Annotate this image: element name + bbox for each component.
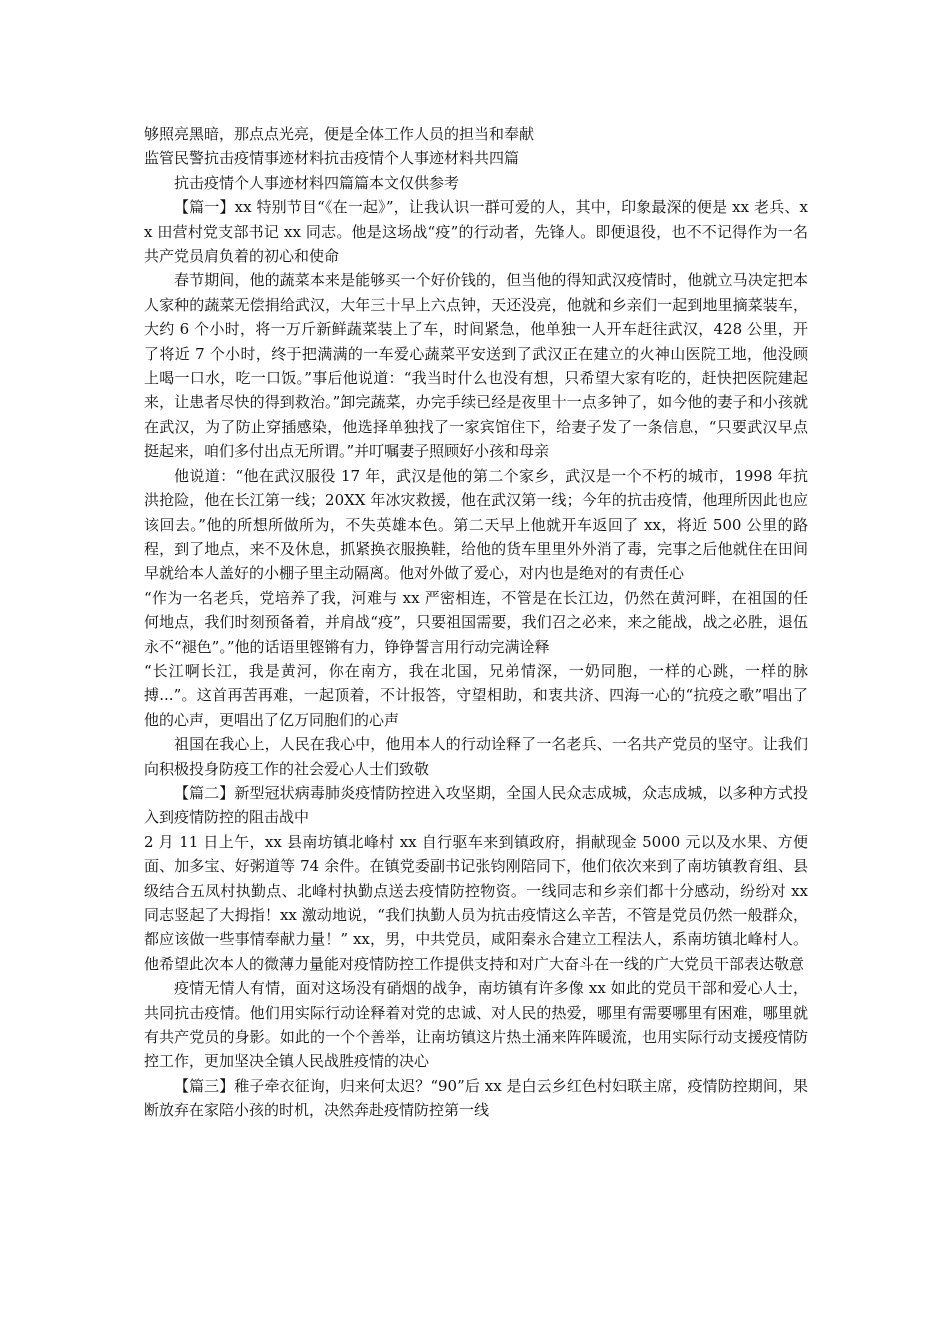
paragraph-donation: 2 月 11 日上午，xx 县南坊镇北峰村 xx 自行驱车来到镇政府，捐献现金 5000 元以及水果、方便面、加多宝、好粥道等 74 余件。在镇党委副书记张钧刚陪同下，他们依次来到了南坊镇教育组、县级结合五凤村执勤点、北峰村执勤点送去疫情防控物资。一线同志和乡亲们都十分感动，纷纷对 xx 同志竖起了大拇指！xx 激动地说，“我们执勤人员为抗击疫情这么辛苦，不管是党员仍然一般群众，都应该做一些事情奉献力量！” xx，男，中共党员，咸阳秦永合建立工程法人，系南坊镇北峰村人。他希望此次本人的微薄力量能对疫情防控工作提供支持和对广大奋斗在一线的广大党员干部表达敬意 (144, 832, 808, 973)
paragraph-part-three-intro: 【篇三】稚子牵衣征询，归来何太迟？“90”后 xx 是白云乡红色村妇联主席，疫情防控期间，果断放弃在家陪小孩的时机，决然奔赴疫情防控第一线 (144, 1076, 808, 1120)
document-subtitle: 抗击疫情个人事迹材料四篇篇本文仅供参考 (174, 173, 460, 192)
paragraph-spring-festival: 春节期间，他的蔬菜本来是能够买一个好价钱的，但当他的得知武汉疫情时，他就立马决定把本人家种的蔬菜无偿捐给武汉，大年三十早上六点钟，天还没亮，他就和乡亲们一起到地里摘菜装车，大约 6 个小时，将一万斤新鲜蔬菜装上了车，时间紧急，他单独一人开车赶往武汉，428 公里，开了将近 7 个小时，终于把满满的一车爱心蔬菜平安送到了武汉正在建立的火神山医院工地，他没顾上喝一口水，吃一口饭。”事后他说道：“我当时什么也没有想，只希望大家有吃的，赶快把医院建起来，让患者尽快的得到救治。”卸完蔬菜，办完手续已经是夜里十一点多钟了，如今他的妻子和小孩就在武汉，为了防止穿插感染，他选择单独找了一家宾馆住下，给妻子发了一条信息，“只要武汉早点挺起来，咱们多付出点无所谓。”并叮嘱妻子照顾好小孩和母亲 (144, 271, 808, 461)
paragraph-1: 够照亮黑暗，那点点光亮，便是全体工作人员的担当和奉献 (144, 125, 535, 143)
paragraph-veteran-quote: “作为一名老兵，党培养了我，河难与 xx 严密相连，不管是在长江边，仍然在黄河畔，在祖国的任何地点，我们时刻预备着，并肩战“疫”，只要祖国需要，我们召之必来，来之能战，战之必胜，退伍永不“褪色”。”他的话语里铿锵有力，铮铮誓言用行动完满诠释 (144, 588, 808, 656)
document-body (144, 122, 808, 1123)
paragraph-his-words: 他说道：“他在武汉服役 17 年，武汉是他的第二个家乡，武汉是一个不朽的城市，1998 年抗洪抢险，他在长江第一线；20XX 年冰灾救援，他在武汉第一线；今年的抗击疫情，他理所因此也应该回去。”他的所想所做所为，不失英雄本色。第二天早上他就开车返回了 xx，将近 500 公里的路程，到了地点，来不及休息，抓紧换衣服换鞋，给他的货车里里外外消了毒，完事之后他就住在田间早就给本人盖好的小棚子里主动隔离。他对外做了爱心，对内也是绝对的有责任心 (144, 466, 808, 583)
paragraph-song-quote: “长江啊长江，我是黄河，你在南方，我在北国，兄弟情深，一奶同胞，一样的心跳，一样的脉搏...”。这首再苦再难，一起顶着，不计报答，守望相助，和衷共济、四海一心的“抗疫之歌”唱出了他的心声，更唱出了亿万同胞们的心声 (144, 661, 808, 729)
paragraph-part-two-intro: 【篇二】新型冠状病毒肺炎疫情防控进入攻坚期，全国人民众志成城，众志成城，以多种方式投入到疫情防控的阻击战中 (144, 783, 808, 827)
paragraph-epidemic-heartless: 疫情无情人有情，面对这场没有硝烟的战争，南坊镇有许多像 xx 如此的党员干部和爱心人士，共同抗击疫情。他们用实际行动诠释着对党的忠诚、对人民的热爱，哪里有需要哪里有困难，哪里就有共产党员的身影。如此的一个个善举，让南坊镇这片热土涌来阵阵暖流，也用实际行动支援疫情防控工作，更加坚决全镇人民战胜疫情的决心 (144, 979, 808, 1071)
paragraph-part-one-intro: 【篇一】xx 特别节目“《在一起》”，让我认识一群可爱的人，其中，印象最深的便是 xx 老兵、xx 田营村党支部书记 xx 同志。他是这场战“疫”的行动者，先锋人。即便退役，也不不记得作为一名共产党员肩负着的初心和使命 (144, 198, 808, 266)
paragraph-motherland: 祖国在我心上，人民在我心中，他用本人的行动诠释了一名老兵、一名共产党员的坚守。让我们向积极投身防疫工作的社会爱心人士们致敬 (144, 735, 808, 778)
document-title: 监管民警抗击疫情事迹材料抗击疫情个人事迹材料共四篇 (144, 149, 520, 168)
